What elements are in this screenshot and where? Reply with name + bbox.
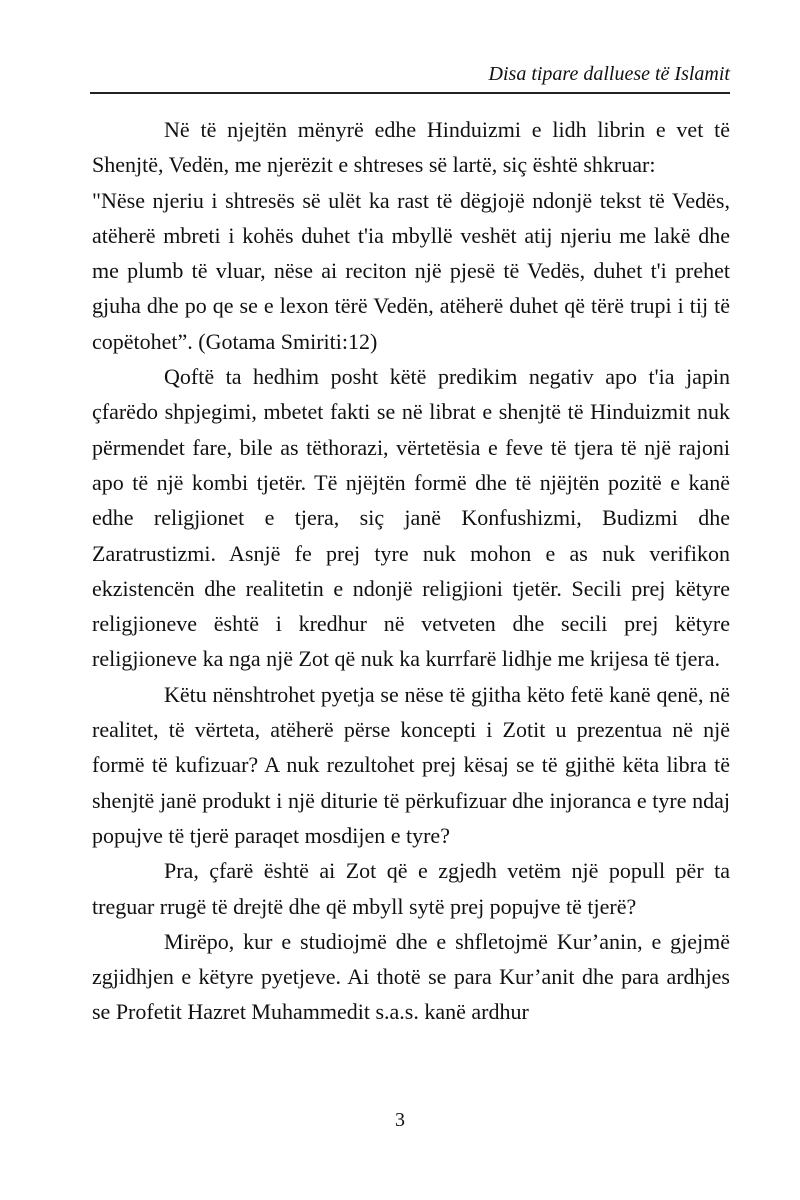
page-number: 3 — [395, 1109, 405, 1131]
paragraph-quote-gotama-smriti: "Nëse njeriu i shtresës së ulët ka rast të dëgjojë ndonjë tekst të Vedës, atëherë mbreti i kohës duhet t'ia mbyllë veshët atij njeriu me lakë dhe me plumb të vluar, nëse ai reciton një pjesë të Vedës, duhet t'i prehet gjuha dhe po qe se e lexon tërë Vedën, atëherë duhet që tërë trupi i tij të copëtohet”. (Gotama Smiriti:12) — [92, 187, 730, 354]
paragraph-question-concept-of-god: Këtu nënshtrohet pyetja se nëse të gjitha këto fetë kanë qenë, në realitet, të vërteta, atëherë përse koncepti i Zotit u prezentua në një formë të kufizuar? A nuk rezultohet prej kësaj se të gjithë këta libra të shenjtë janë produkt i një diturie të përkufizuar dhe injoranca e tyre ndaj popujve të tjerë paraqet mosdijen e tyre? — [92, 681, 730, 848]
paragraph-other-religions: Qoftë ta hedhim posht këtë predikim negativ apo t'ia japin çfarëdo shpjegimi, mbetet fakti se në librat e shenjtë të Hinduizmit nuk përmendet fare, bile as tëthorazi, vërtetësia e feve të tjera të një rajoni apo të një kombi tjetër. Të njëjtën formë dhe të njëjtën pozitë e kanë edhe religjionet e tjera, siç janë Konfushizmi, Budizmi dhe Zaratrustizmi. Asnjë fe prej tyre nuk mohon e as nuk verifikon ekzistencën dhe realitetin e ndonjë religjioni tjetër. Secili prej këtyre religjioneve është i kredhur në vetveten dhe secili prej këtyre religjioneve ka nga një Zot që nuk ka kurrfarë lidhje me krijesa të tjera. — [92, 364, 730, 672]
paragraph-hinduism-veda: Në të njejtën mënyrë edhe Hinduizmi e lidh librin e vet të Shenjtë, Vedën, me njerëzit e shtreses së lartë, siç është shkruar: — [92, 117, 730, 178]
paragraph-quran-answer: Mirëpo, kur e studiojmë dhe e shfletojmë Kur’anin, e gjejmë zgjidhjen e këtyre pyetjeve. Ai thotë se para Kur’anit dhe para ardhjes se Profetit Hazret Muhammedit s.a.s. kanë ardhur — [92, 928, 730, 1025]
page-body — [92, 112, 730, 1030]
paragraph-question-one-people: Pra, çfarë është ai Zot që e zgjedh vetëm një popull për ta treguar rrugë të drejtë dhe që mbyll sytë prej popujve të tjerë? — [92, 858, 730, 919]
header-rule — [90, 92, 730, 94]
running-header-title: Disa tipare dalluese të Islamit — [488, 63, 730, 85]
